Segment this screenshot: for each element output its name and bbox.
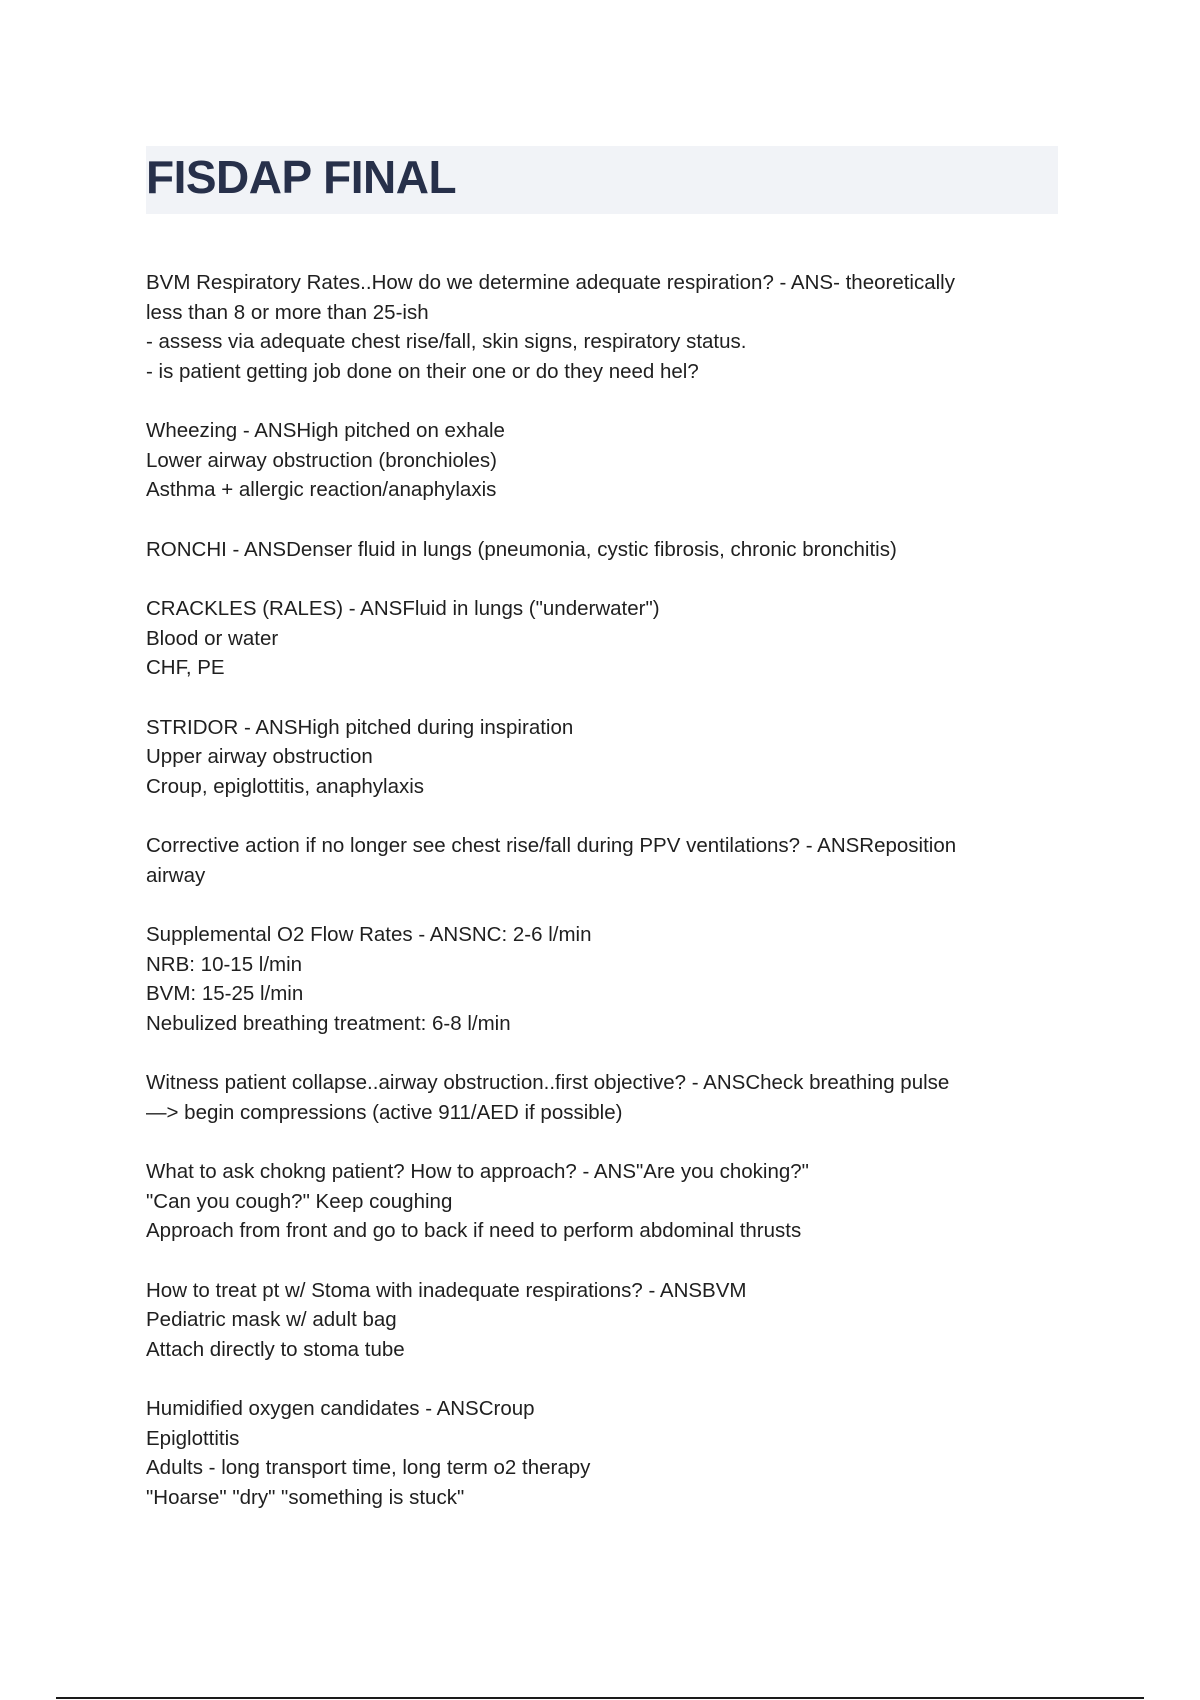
flashcard-entry [146, 831, 1046, 890]
entry-question-line: What to ask chokng patient? How to approach? - ANS"Are you choking?" [146, 1160, 809, 1183]
entry-answer-line: —> begin compressions (active 911/AED if possible) [146, 1100, 623, 1124]
entry-question-line: Supplemental O2 Flow Rates - ANSNC: 2-6 l/min [146, 923, 592, 946]
entry-answer-line: NRB: 10-15 l/min [146, 952, 303, 976]
flashcard-entry [146, 594, 1046, 683]
entry-question-line: Corrective action if no longer see chest rise/fall during PPV ventilations? - ANSReposition [146, 834, 957, 857]
flashcard-list [146, 268, 1046, 1542]
entry-answer-line: - assess via adequate chest rise/fall, skin signs, respiratory status. [146, 330, 747, 353]
flashcard-entry [146, 1157, 1046, 1246]
entry-answer-line: Upper airway obstruction [146, 745, 373, 768]
entry-answer-line: CHF, PE [146, 656, 225, 679]
entry-answer-line: Nebulized breathing treatment: 6-8 l/min [146, 1011, 511, 1035]
flashcard-entry [146, 1394, 1046, 1512]
flashcard-entry [146, 416, 1046, 505]
entry-answer-line: Adults - long transport time, long term o2 therapy [146, 1456, 591, 1479]
entry-answer-line: Approach from front and go to back if need to perform abdominal thrusts [146, 1219, 802, 1242]
entry-question-line: How to treat pt w/ Stoma with inadequate respirations? - ANSBVM [146, 1278, 747, 1302]
entry-answer-line: Pediatric mask w/ adult bag [146, 1308, 397, 1331]
entry-answer-line: "Hoarse" "dry" "something is stuck" [146, 1485, 465, 1509]
entry-answer-line: Epiglottitis [146, 1426, 240, 1450]
page-title: FISDAP FINAL [146, 151, 457, 203]
entry-answer-line: BVM: 15-25 l/min [146, 982, 304, 1005]
entry-answer-line: Asthma + allergic reaction/anaphylaxis [146, 478, 497, 501]
flashcard-entry [146, 713, 1046, 802]
entry-question-line: STRIDOR - ANSHigh pitched during inspiration [146, 715, 574, 739]
entry-answer-line: airway [146, 863, 206, 887]
entry-answer-line: Attach directly to stoma tube [146, 1337, 405, 1361]
flashcard-entry [146, 1276, 1046, 1365]
entry-question-line: Humidified oxygen candidates - ANSCroup [146, 1397, 535, 1420]
entry-question-line: RONCHI - ANSDenser fluid in lungs (pneumonia, cystic fibrosis, chronic bronchitis) [146, 537, 897, 561]
footer-divider [56, 1697, 1144, 1699]
entry-answer-line: Croup, epiglottitis, anaphylaxis [146, 774, 425, 798]
entry-answer-line: - is patient getting job done on their one or do they need hel? [146, 359, 699, 383]
entry-answer-line: Blood or water [146, 626, 279, 650]
entry-question-line: Wheezing - ANSHigh pitched on exhale [146, 419, 505, 442]
flashcard-entry [146, 920, 1046, 1038]
entry-answer-line: less than 8 or more than 25-ish [146, 300, 429, 324]
flashcard-entry [146, 268, 1046, 386]
flashcard-entry [146, 1068, 1046, 1127]
flashcard-entry [146, 535, 1046, 565]
entry-question-line: CRACKLES (RALES) - ANSFluid in lungs ("underwater") [146, 597, 660, 620]
entry-answer-line: Lower airway obstruction (bronchioles) [146, 448, 497, 472]
entry-question-line: BVM Respiratory Rates..How do we determine adequate respiration? - ANS- theoretically [146, 271, 955, 294]
entry-answer-line: "Can you cough?" Keep coughing [146, 1189, 453, 1213]
entry-question-line: Witness patient collapse..airway obstruction..first objective? - ANSCheck breathing pulse [146, 1071, 950, 1094]
